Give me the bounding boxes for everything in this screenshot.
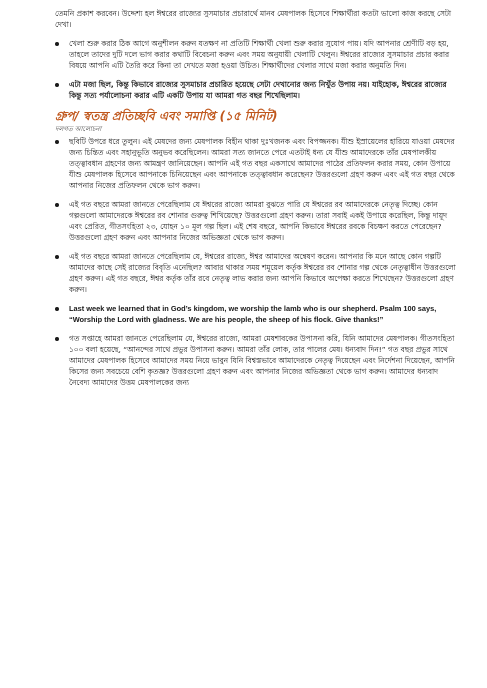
intro-paragraph: তেমনি প্রকাশ করবেন। উদ্দেশ্য হল ঈশ্বরের রাজ্যের সুসমাচার প্রচারার্থে মানব মেষপালক হিসেবে শিক্ষার্থীরা কতটা ভালো কাজ করছে সেটা দেখা।	[55, 9, 452, 29]
list-item: ছবিটি উপরে ধরে তুলুন। এই মেষদের জন্য মেষপালক বিহীন থাকা দুঃখজনক এবং বিপজ্জনক। যীশু ইস্রায়েলের হারিয়ে যাওয়া মেষদের জন্য চিন্তিত এবং সহানুভূতি অনুভব করেছিলেন। আমরা সত্য জানতে পেরে এতটাই ধন্য যে যীশু আমাদেরকে তাঁর মেষপালকীয় তত্ত্বাবধান গ্রহণের জন্য আমন্ত্রণ জানিয়েছেন। আপনি এই গত বছর একসাথে আমাদের পাঠের প্রতিফলন করার সময়, কোন উপায়ে যীশু মেষপালক হিসেবে আপনাকে চিনিয়েছেন এবং আপনাকে তত্ত্বাবধান করেছেন? উত্তরগুলো গ্রহণ করুন এবং এই গত বছর থেকে আপনার নিজের প্রতিফলন থেকে ভাগ করুন।	[55, 136, 457, 191]
section-note: দলগত আলোচনা	[55, 125, 102, 133]
section-heading: গ্রুপ/ স্বতন্ত্র প্রতিচ্ছবি এবং সমাপ্তি (১৫ মিনিট)	[55, 109, 278, 123]
list-item-english: Last week we learned that in God’s kingdom, we worship the lamb who is our shepherd. Psalm 100 says, “Worship the Lord with gladness. We are his people, the sheep of his flock. Give thanks!”	[55, 303, 457, 325]
list-item: এই গত বছরে আমরা জানতে পেরেছিলাম যে, ঈশ্বরের রাজ্যে, ঈশ্বর আমাদের অন্বেষণ করেন। আপনার কি মনে আছে কোন গল্পটি আমাদের কাছে সেই রাজ্যের বিবৃতি এনেছিল? আবার থাকার সময় শমূয়েল কর্তৃক ঈশ্বরের রব শোনার গল্প থেকে নেতৃত্বাধীন উত্তরগুলো গ্রহণ করুন। এই গত বছরে, ঈশ্বর কর্তৃক তাঁর রবে নেতৃত্ব লাভ করার জন্য আপনি কিভাবে অপেক্ষা করতে শিখেছেন? উত্তরগুলো গ্রহণ করুন।	[55, 251, 457, 295]
list-item: এটা মজা ছিল, কিন্তু কিভাবে রাজ্যের সুসমাচার প্রচারিত হয়েছে সেটা দেখানোর জন্য নিখুঁত উপায় নয়। যাইহোক, ঈশ্বরের রাজ্যের কিন্তু সত্য পর্যালোচনা করার এটি একটি উপায় যা আমরা গত বছর শিখেছিলাম।	[55, 79, 457, 101]
list-item: এই গত বছরে আমরা জানতে পেরেছিলাম যে ঈশ্বরের রাজ্যে আমরা বুঝতে পারি যে ঈশ্বরের রব আমাদেরকে নেতৃত্ব দিচ্ছে। কোন গল্পগুলো আমাদেরকে ঈশ্বরের রব শোনার গুরুত্ব শিখিয়েছে? উত্তরগুলো গ্রহণ করুন। তারা সবাই একই উপায়ে করেছিল, কিন্তু দায়ূদ এবং প্রেরিত, গীতসংহিতা ২৩, যোহন ১০ মূল গল্প ছিল। এই শেষ বছরে, আপনি কিভাবে ঈশ্বরের রবকে বিচক্ষণ করতে পেরেছেন? উত্তরগুলো গ্রহণ করুন এবং আপনার নিজের অভিজ্ঞতা থেকে ভাগ করুন।	[55, 199, 457, 243]
list-item: খেলা শুরু করার ঠিক আগে অনুশীলন করুন যতক্ষণ না প্রতিটি শিক্ষার্থী খেলা শুরু করার সুযোগ পায়। যদি আপনার শ্রেণীটি বড় হয়, তাহলে তাদের দুটি দলে ভাগ করার কথাটি বিবেচনা করুন এবং সময় অনুযায়ী খেলাটি খেলুন। ঈশ্বরের রাজ্যের সুসমাচার প্রচার করার বিষয়ে আপনি এটি তৈরি করে কিনা তা দেখতে মজা হওয়া উচিত। শিক্ষার্থীদের খেলার সাথে মজা করার অনুমতি দিন।	[55, 38, 457, 71]
list-item: গত সপ্তাহে আমরা জানতে পেরেছিলাম যে, ঈশ্বরের রাজ্যে, আমরা মেষশাবকের উপাসনা করি, যিনি আমাদের মেষপালক। গীতসংহিতা ১০০ বলা হয়েছে, “আনন্দের সাথে প্রভুর উপাসনা করুন। আমরা তাঁর লোক, তার পালের মেষ। ধন্যবাদ দিন!” গত বছর প্রভুর সাথে আমাদের মেষপালক হিসেবে আমাদের সময় নিয়ে ভাবুন যিনি বিশ্বস্তভাবে আমাদেরকে নেতৃত্ব দিয়েছেন এবং নির্দেশনা দিয়েছেন, আপনি কিসের জন্য সবচেয়ে বেশি কৃতজ্ঞ? উত্তরগুলো গ্রহণ করুন এবং আপনার নিজের অভিজ্ঞতা থেকে ভাগ করুন। আমাদের ধন্যবাদ নৈবেদ্য আমাদের উত্তম মেষপালকের জন্য	[55, 333, 457, 388]
bullet-list-main	[55, 136, 457, 388]
bullet-list-top	[55, 38, 457, 101]
